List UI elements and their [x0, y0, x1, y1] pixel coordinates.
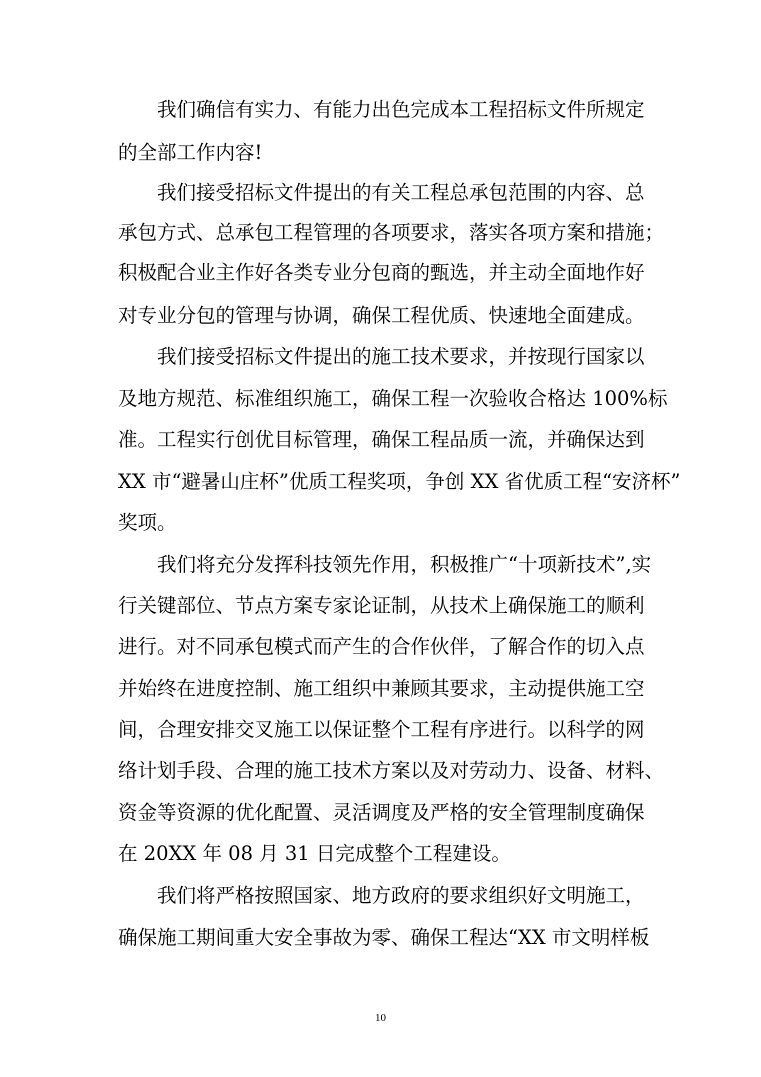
- paragraph-line: 准。工程实行创优目标管理，确保工程品质一流，并确保达到: [118, 428, 645, 451]
- paragraph-line: 间，合理安排交叉施工以保证整个工程有序进行。以科学的网: [118, 718, 645, 741]
- paragraph-line: 积极配合业主作好各类专业分包商的甄选，并主动全面地作好: [118, 261, 645, 284]
- paragraph-line: 及地方规范、标准组织施工，确保工程一次验收合格达 100%标: [118, 387, 668, 410]
- paragraph-line: 我们将充分发挥科技领先作用，积极推广“十项新技术”,实: [157, 553, 652, 576]
- paragraph-line: XX 市“避暑山庄杯”优质工程奖项，争创 XX 省优质工程“安济杯”: [118, 470, 681, 493]
- paragraph-line: 奖项。: [118, 511, 177, 534]
- paragraph-line: 我们接受招标文件提出的有关工程总承包范围的内容、总: [157, 181, 645, 204]
- paragraph-line: 络计划手段、合理的施工技术方案以及对劳动力、设备、材料、: [118, 759, 665, 782]
- paragraph-line: 在 20XX 年 08 月 31 日完成整个工程建设。: [118, 842, 511, 865]
- paragraph-line: 并始终在进度控制、施工组织中兼顾其要求，主动提供施工空: [118, 677, 645, 700]
- paragraph-line: 我们确信有实力、有能力出色完成本工程招标文件所规定: [157, 98, 645, 121]
- paragraph-line: 行关键部位、节点方案专家论证制，从技术上确保施工的顺利: [118, 594, 645, 617]
- paragraph-line: 我们接受招标文件提出的施工技术要求，并按现行国家以: [157, 345, 645, 368]
- page-number: 10: [375, 1012, 386, 1024]
- paragraph-line: 的全部工作内容!: [118, 141, 263, 164]
- paragraph-line: 承包方式、总承包工程管理的各项要求，落实各项方案和措施；: [118, 221, 665, 244]
- paragraph-line: 确保施工期间重大安全事故为零、确保工程达“XX 市文明样板: [118, 926, 650, 949]
- paragraph-line: 我们将严格按照国家、地方政府的要求组织好文明施工，: [157, 884, 645, 907]
- paragraph-line: 对专业分包的管理与协调，确保工程优质、快速地全面建成。: [118, 304, 645, 327]
- paragraph-line: 进行。对不同承包模式而产生的合作伙伴，了解合作的切入点: [118, 635, 645, 658]
- paragraph-line: 资金等资源的优化配置、灵活调度及严格的安全管理制度确保: [118, 801, 645, 824]
